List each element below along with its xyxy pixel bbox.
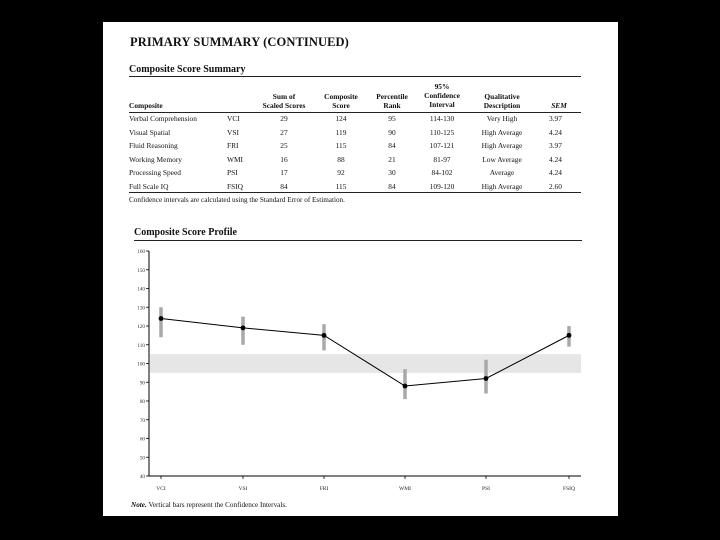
cell-ci: 110-125 <box>429 127 455 137</box>
cell-abbr: FRI <box>227 141 239 150</box>
composite-profile-chart <box>103 22 618 516</box>
y-tick-label: 50 <box>139 455 145 462</box>
cell-sum: 84 <box>280 181 288 191</box>
cell-score: 88 <box>337 154 345 164</box>
x-tick-label: PSI <box>482 486 490 492</box>
cell-sem: 3.97 <box>549 141 562 150</box>
cell-name: Working Memory <box>129 154 182 164</box>
x-tick-label: VSI <box>238 486 248 492</box>
cell-abbr: FSIQ <box>227 181 244 191</box>
cell-name: Verbal Comprehension <box>129 114 197 123</box>
cell-score: 119 <box>335 127 347 137</box>
cell-ci: 107-121 <box>429 141 455 150</box>
cell-sum: 17 <box>280 168 288 177</box>
cell-ci: 109-120 <box>429 181 455 191</box>
y-tick-label: 150 <box>137 267 145 274</box>
y-tick-label: 110 <box>137 342 145 349</box>
x-tick-label: FSIQ <box>563 486 575 492</box>
score-point-vci <box>159 316 164 321</box>
cell-name: Visual Spatial <box>129 127 171 137</box>
score-point-psi <box>484 376 489 381</box>
score-line <box>161 319 569 387</box>
cell-name: Full Scale IQ <box>129 181 169 191</box>
footnote <box>131 501 287 509</box>
cell-desc: Very High <box>486 114 518 123</box>
cell-pr: 95 <box>388 114 396 123</box>
cell-name: Processing Speed <box>129 168 181 177</box>
cell-pr: 84 <box>388 181 396 191</box>
y-tick-label: 140 <box>137 286 145 293</box>
cell-sem: 4.24 <box>549 168 562 177</box>
report-page <box>103 22 618 516</box>
footnote-text: Vertical bars represent the Confidence Intervals. <box>148 501 287 509</box>
header-ci: 95% Confidence Interval <box>424 82 460 109</box>
y-tick-label: 80 <box>139 399 145 405</box>
cell-ci: 84-102 <box>431 168 453 177</box>
cell-pr: 90 <box>388 127 396 137</box>
header-sem: SEM <box>551 101 567 110</box>
cell-desc: High Average <box>481 181 523 191</box>
y-tick-label: 100 <box>137 361 145 368</box>
cell-abbr: WMI <box>227 154 244 164</box>
cell-pr: 21 <box>388 154 396 164</box>
cell-pr: 84 <box>388 141 396 150</box>
cell-abbr: VCI <box>227 114 240 123</box>
cell-abbr: PSI <box>227 168 238 177</box>
cell-score: 115 <box>335 181 347 191</box>
cell-sem: 2.60 <box>549 181 562 191</box>
y-tick-label: 120 <box>137 324 145 330</box>
header-composite: Composite <box>129 101 163 110</box>
header-sum: Sum of Scaled Scores <box>262 92 306 110</box>
cell-sem: 4.24 <box>549 154 562 164</box>
header-percentile: Percentile Rank <box>376 92 408 110</box>
cell-abbr: VSI <box>227 127 239 137</box>
footnote-label: Note. <box>131 501 147 509</box>
cell-score: 124 <box>335 114 347 123</box>
x-tick-label: VCI <box>156 486 166 492</box>
page-title: PRIMARY SUMMARY (CONTINUED) <box>130 35 349 49</box>
summary-heading: Composite Score Summary <box>129 64 246 75</box>
cell-desc: Average <box>489 168 515 177</box>
cell-sum: 29 <box>280 114 288 123</box>
y-tick-label: 60 <box>139 436 145 443</box>
header-description: Qualitative Description <box>483 92 521 110</box>
summary-note: Confidence intervals are calculated using the Standard Error of Estimation. <box>129 196 345 204</box>
cell-score: 92 <box>337 168 345 177</box>
cell-ci: 81-97 <box>433 154 451 164</box>
cell-desc: Low Average <box>482 154 522 164</box>
y-tick-label: 160 <box>137 249 145 255</box>
cell-sem: 3.97 <box>549 114 562 123</box>
cell-pr: 30 <box>388 168 396 177</box>
y-tick-label: 90 <box>139 380 145 387</box>
cell-sem: 4.24 <box>549 127 562 137</box>
x-tick-label: WMI <box>399 486 411 492</box>
score-point-fsiq <box>567 333 572 338</box>
cell-sum: 16 <box>280 154 288 164</box>
profile-heading: Composite Score Profile <box>134 227 237 238</box>
cell-sum: 27 <box>280 127 288 137</box>
cell-score: 115 <box>335 141 347 150</box>
score-point-fri <box>322 333 327 338</box>
x-tick-label: FRI <box>319 486 329 492</box>
y-tick-label: 130 <box>137 305 145 312</box>
cell-desc: High Average <box>481 141 523 150</box>
cell-desc: High Average <box>481 127 523 137</box>
cell-ci: 114-130 <box>429 114 455 123</box>
y-tick-label: 40 <box>139 474 145 480</box>
y-tick-label: 70 <box>139 417 145 424</box>
cell-sum: 25 <box>280 141 288 150</box>
score-point-wmi <box>403 384 408 389</box>
average-band <box>150 354 581 373</box>
score-point-vsi <box>241 325 246 330</box>
cell-name: Fluid Reasoning <box>129 141 178 150</box>
header-score: Composite Score <box>324 92 358 110</box>
